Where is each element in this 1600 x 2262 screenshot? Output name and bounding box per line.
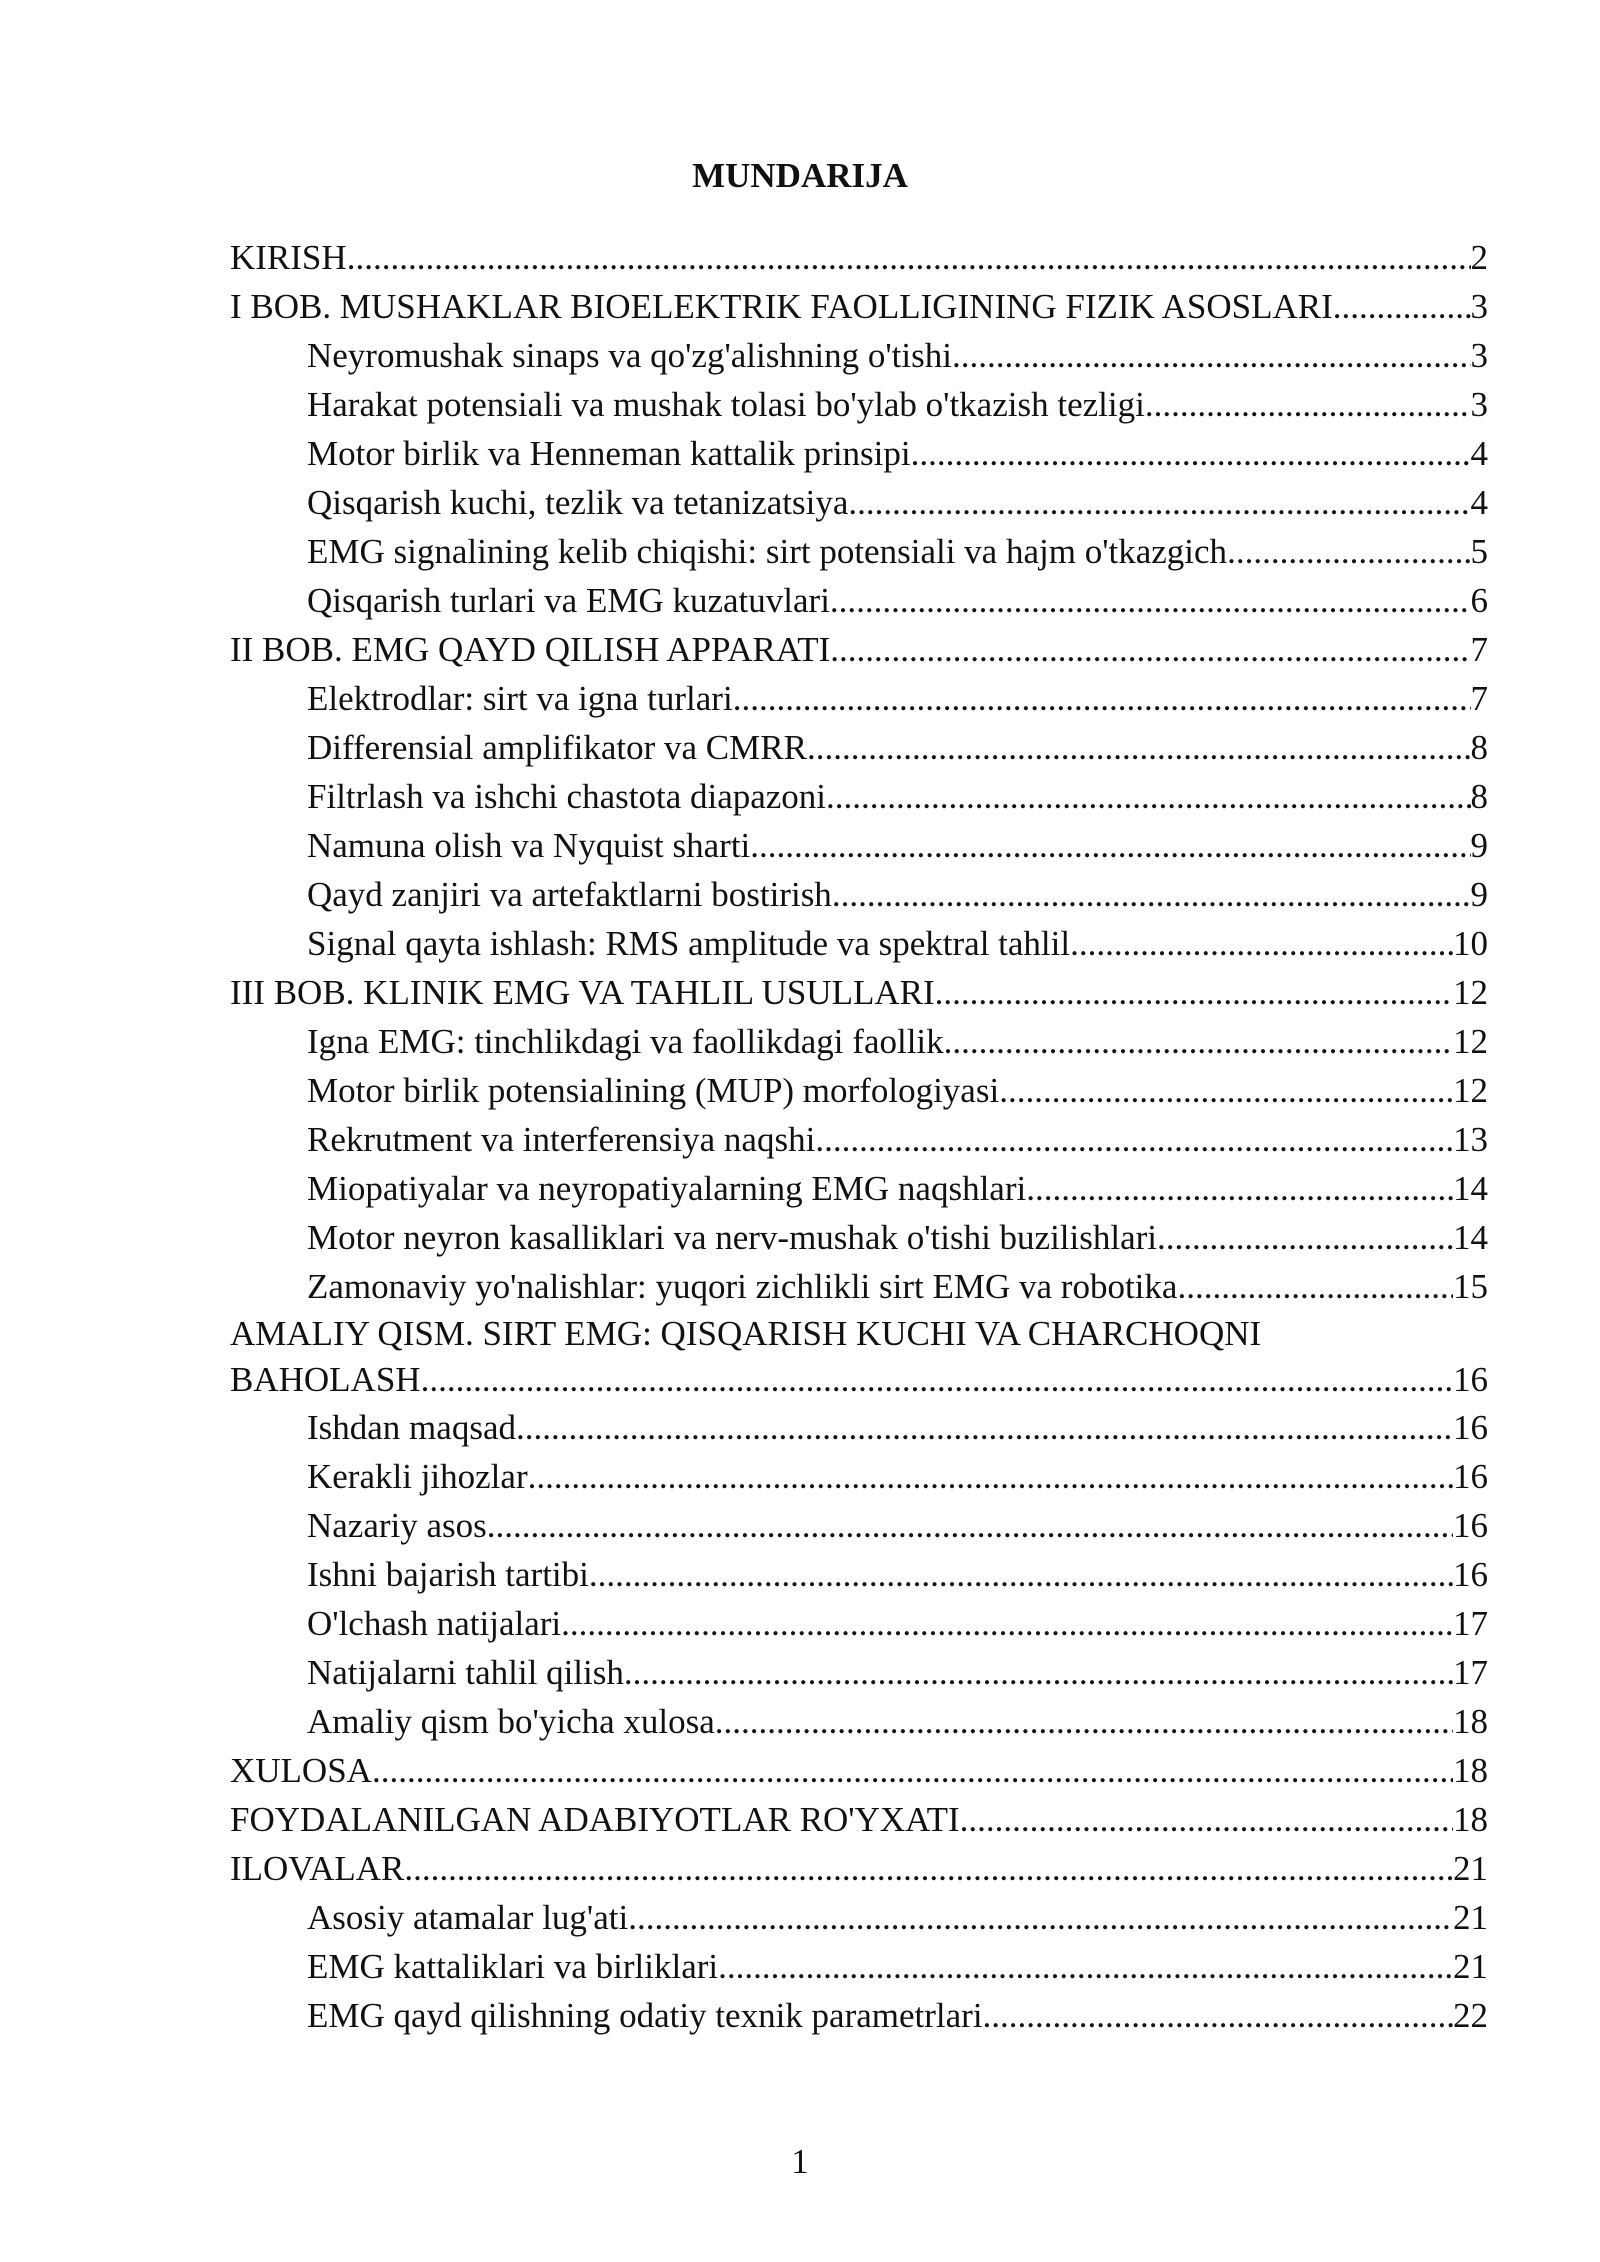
toc-entry[interactable] bbox=[230, 968, 1488, 1017]
toc-entry-page: 17 bbox=[1453, 1604, 1488, 1643]
toc-subentry[interactable] bbox=[230, 870, 1488, 919]
toc-entry-text: KIRISH bbox=[230, 238, 347, 277]
toc-dot-leader bbox=[733, 674, 1471, 723]
toc-entry-page: 16 bbox=[1453, 1408, 1488, 1447]
toc-entry-page: 14 bbox=[1453, 1218, 1488, 1257]
toc-entry-text: Igna EMG: tinchlikdagi va faollikdagi faollik bbox=[307, 1022, 944, 1061]
toc-entry[interactable] bbox=[230, 233, 1488, 282]
toc-dot-leader bbox=[830, 576, 1471, 625]
toc-entry-page: 9 bbox=[1470, 826, 1488, 865]
toc-entry-page: 12 bbox=[1453, 973, 1488, 1012]
toc-subentry[interactable] bbox=[230, 1017, 1488, 1066]
toc-entry-text: Ishni bajarish tartibi bbox=[307, 1555, 589, 1594]
toc-dot-leader bbox=[718, 1942, 1453, 1991]
toc-dot-leader bbox=[1333, 282, 1471, 331]
toc-subentry[interactable] bbox=[230, 1164, 1488, 1213]
toc-entry-page: 17 bbox=[1453, 1653, 1488, 1692]
toc-subentry[interactable] bbox=[230, 380, 1488, 429]
toc-subentry[interactable] bbox=[230, 1942, 1488, 1991]
toc-entry-page: 9 bbox=[1470, 875, 1488, 914]
toc-entry-text: II BOB. EMG QAYD QILISH APPARATI bbox=[230, 630, 831, 669]
toc-entry-text: Differensial amplifikator va CMRR bbox=[307, 728, 807, 767]
toc-dot-leader bbox=[624, 1648, 1453, 1697]
toc-subentry[interactable] bbox=[230, 1991, 1488, 2040]
toc-entry-text: Signal qayta ishlash: RMS amplitude va spektral tahlil bbox=[307, 924, 1071, 963]
toc-dot-leader bbox=[372, 1746, 1453, 1795]
toc-entry-text: Rekrutment va interferensiya naqshi bbox=[307, 1120, 816, 1159]
toc-entry-page: 8 bbox=[1470, 728, 1488, 767]
toc-entry-text: Natijalarni tahlil qilish bbox=[307, 1653, 624, 1692]
table-of-contents bbox=[230, 233, 1488, 2040]
toc-entry-text: O'lchash natijalari bbox=[307, 1604, 562, 1643]
toc-subentry[interactable] bbox=[230, 723, 1488, 772]
toc-entry-text: III BOB. KLINIK EMG VA TAHLIL USULLARI bbox=[230, 973, 935, 1012]
toc-entry-text: Asosiy atamalar lug'ati bbox=[307, 1898, 629, 1937]
toc-entry-text-continued: BAHOLASH bbox=[230, 1360, 421, 1399]
toc-subentry[interactable] bbox=[230, 1648, 1488, 1697]
toc-entry[interactable] bbox=[230, 1844, 1488, 1893]
toc-subentry[interactable] bbox=[230, 1501, 1488, 1550]
toc-subentry[interactable] bbox=[230, 919, 1488, 968]
toc-subentry[interactable] bbox=[230, 674, 1488, 723]
toc-entry-page: 15 bbox=[1453, 1267, 1488, 1306]
toc-subentry[interactable] bbox=[230, 527, 1488, 576]
toc-dot-leader bbox=[832, 870, 1471, 919]
toc-dot-leader bbox=[815, 1115, 1453, 1164]
toc-subentry[interactable] bbox=[230, 1262, 1488, 1311]
toc-entry-page: 21 bbox=[1453, 1849, 1488, 1888]
toc-dot-leader bbox=[715, 1697, 1453, 1746]
toc-entry[interactable] bbox=[230, 625, 1488, 674]
toc-subentry[interactable] bbox=[230, 821, 1488, 870]
toc-subentry[interactable] bbox=[230, 1697, 1488, 1746]
toc-entry-page: 12 bbox=[1453, 1071, 1488, 1110]
toc-entry-page: 6 bbox=[1470, 581, 1488, 620]
toc-dot-leader bbox=[1026, 1164, 1453, 1213]
toc-entry-page: 10 bbox=[1453, 924, 1488, 963]
toc-entry[interactable] bbox=[230, 282, 1488, 331]
toc-entry-page: 16 bbox=[1453, 1555, 1488, 1594]
toc-entry-text: I BOB. MUSHAKLAR BIOELEKTRIK FAOLLIGINING FIZIK ASOSLARI bbox=[230, 287, 1333, 326]
toc-entry-text: Motor birlik potensialining (MUP) morfologiyasi bbox=[307, 1071, 1000, 1110]
toc-entry-page: 2 bbox=[1470, 238, 1488, 277]
toc-entry-text: Qisqarish kuchi, tezlik va tetanizatsiya bbox=[307, 483, 849, 522]
toc-subentry[interactable] bbox=[230, 576, 1488, 625]
toc-entry[interactable] bbox=[230, 1746, 1488, 1795]
toc-entry[interactable] bbox=[230, 1311, 1488, 1403]
toc-dot-leader bbox=[999, 1066, 1453, 1115]
toc-entry-text: Miopatiyalar va neyropatiyalarning EMG naqshlari bbox=[307, 1169, 1027, 1208]
toc-dot-leader bbox=[516, 1403, 1453, 1452]
toc-entry-text: Nazariy asos bbox=[307, 1506, 487, 1545]
toc-title: MUNDARIJA bbox=[692, 156, 908, 195]
toc-dot-leader bbox=[983, 1991, 1453, 2040]
toc-entry-text: Amaliy qism bo'yicha xulosa bbox=[307, 1702, 715, 1741]
toc-entry-page: 4 bbox=[1470, 434, 1488, 473]
toc-dot-leader bbox=[944, 1017, 1453, 1066]
toc-dot-leader bbox=[404, 1844, 1453, 1893]
toc-subentry[interactable] bbox=[230, 1452, 1488, 1501]
toc-entry-text: Filtrlash va ishchi chastota diapazoni bbox=[307, 777, 827, 816]
toc-entry-page: 18 bbox=[1453, 1800, 1488, 1839]
toc-dot-leader bbox=[1157, 1213, 1453, 1262]
toc-dot-leader bbox=[848, 478, 1470, 527]
toc-entry-page: 3 bbox=[1470, 336, 1488, 375]
toc-entry-text: Qayd zanjiri va artefaktlarni bostirish bbox=[307, 875, 832, 914]
toc-dot-leader bbox=[911, 429, 1471, 478]
toc-subentry[interactable] bbox=[230, 429, 1488, 478]
toc-dot-leader bbox=[487, 1501, 1453, 1550]
toc-entry-text: Ishdan maqsad bbox=[307, 1408, 516, 1447]
toc-entry-text: Harakat potensiali va mushak tolasi bo'ylab o'tkazish tezligi bbox=[307, 385, 1145, 424]
toc-entry-page: 3 bbox=[1470, 385, 1488, 424]
toc-subentry[interactable] bbox=[230, 1213, 1488, 1262]
toc-entry-text: Namuna olish va Nyquist sharti bbox=[307, 826, 751, 865]
toc-dot-leader bbox=[935, 968, 1453, 1017]
toc-dot-leader bbox=[1070, 919, 1453, 968]
toc-entry-page: 21 bbox=[1453, 1947, 1488, 1986]
toc-entry-page: 18 bbox=[1453, 1702, 1488, 1741]
toc-entry-page: 18 bbox=[1453, 1751, 1488, 1790]
toc-subentry[interactable] bbox=[230, 1066, 1488, 1115]
toc-subentry[interactable] bbox=[230, 331, 1488, 380]
toc-dot-leader bbox=[952, 331, 1471, 380]
toc-entry-page: 4 bbox=[1470, 483, 1488, 522]
toc-entry-text: Motor neyron kasalliklari va nerv-mushak o'tishi buzilishlari bbox=[307, 1218, 1158, 1257]
toc-entry-page: 5 bbox=[1470, 532, 1488, 571]
toc-entry-page: 3 bbox=[1470, 287, 1488, 326]
toc-entry-text: Qisqarish turlari va EMG kuzatuvlari bbox=[307, 581, 830, 620]
toc-entry-page: 7 bbox=[1470, 679, 1488, 718]
toc-entry-page: 13 bbox=[1453, 1120, 1488, 1159]
toc-entry-text: EMG signalining kelib chiqishi: sirt potensiali va hajm o'tkazgich bbox=[307, 532, 1228, 571]
toc-dot-leader bbox=[960, 1795, 1453, 1844]
toc-entry-text: XULOSA bbox=[230, 1751, 372, 1790]
toc-entry-page: 14 bbox=[1453, 1169, 1488, 1208]
toc-dot-leader bbox=[826, 772, 1470, 821]
toc-dot-leader bbox=[1177, 1262, 1453, 1311]
toc-entry[interactable] bbox=[230, 1795, 1488, 1844]
toc-dot-leader bbox=[750, 821, 1470, 870]
toc-dot-leader bbox=[589, 1550, 1453, 1599]
toc-entry-text: FOYDALANILGAN ADABIYOTLAR RO'YXATI bbox=[230, 1800, 960, 1839]
toc-dot-leader bbox=[347, 233, 1471, 282]
toc-entry-continuation bbox=[230, 1356, 1488, 1403]
toc-subentry[interactable] bbox=[230, 478, 1488, 527]
toc-entry-page: 22 bbox=[1453, 1996, 1488, 2035]
toc-entry-page: 21 bbox=[1453, 1898, 1488, 1937]
toc-entry-text: Kerakli jihozlar bbox=[307, 1457, 528, 1496]
toc-subentry[interactable] bbox=[230, 1115, 1488, 1164]
toc-entry-page: 12 bbox=[1453, 1022, 1488, 1061]
toc-entry-text: EMG kattaliklari va birliklari bbox=[307, 1947, 719, 1986]
toc-subentry[interactable] bbox=[230, 1893, 1488, 1942]
toc-dot-leader bbox=[1227, 527, 1470, 576]
toc-entry-text: Neyromushak sinaps va qo'zg'alishning o'tishi bbox=[307, 336, 952, 375]
toc-entry-text: Zamonaviy yo'nalishlar: yuqori zichlikli sirt EMG va robotika bbox=[307, 1267, 1178, 1306]
toc-entry-text: EMG qayd qilishning odatiy texnik parametrlari bbox=[307, 1996, 983, 2035]
toc-subentry[interactable] bbox=[230, 1550, 1488, 1599]
toc-entry-page: 8 bbox=[1470, 777, 1488, 816]
toc-dot-leader bbox=[628, 1893, 1453, 1942]
toc-entry-page: 16 bbox=[1453, 1457, 1488, 1496]
toc-subentry[interactable] bbox=[230, 1403, 1488, 1452]
toc-dot-leader bbox=[1145, 380, 1471, 429]
toc-subentry[interactable] bbox=[230, 772, 1488, 821]
toc-subentry[interactable] bbox=[230, 1599, 1488, 1648]
toc-entry-text: AMALIY QISM. SIRT EMG: QISQARISH KUCHI VA CHARCHOQNI bbox=[230, 1314, 1262, 1353]
toc-dot-leader bbox=[830, 625, 1470, 674]
toc-entry-page: 16 bbox=[1453, 1506, 1488, 1545]
toc-entry-text: Motor birlik va Henneman kattalik prinsipi bbox=[307, 434, 911, 473]
toc-entry-text: ILOVALAR bbox=[230, 1849, 405, 1888]
toc-dot-leader bbox=[528, 1452, 1453, 1501]
toc-entry-page: 7 bbox=[1470, 630, 1488, 669]
toc-dot-leader bbox=[807, 723, 1471, 772]
toc-dot-leader bbox=[561, 1599, 1453, 1648]
page-number: 1 bbox=[791, 2142, 809, 2181]
toc-entry-page: 16 bbox=[1453, 1360, 1488, 1399]
toc-entry-text: Elektrodlar: sirt va igna turlari bbox=[307, 679, 733, 718]
toc-dot-leader bbox=[421, 1356, 1453, 1403]
